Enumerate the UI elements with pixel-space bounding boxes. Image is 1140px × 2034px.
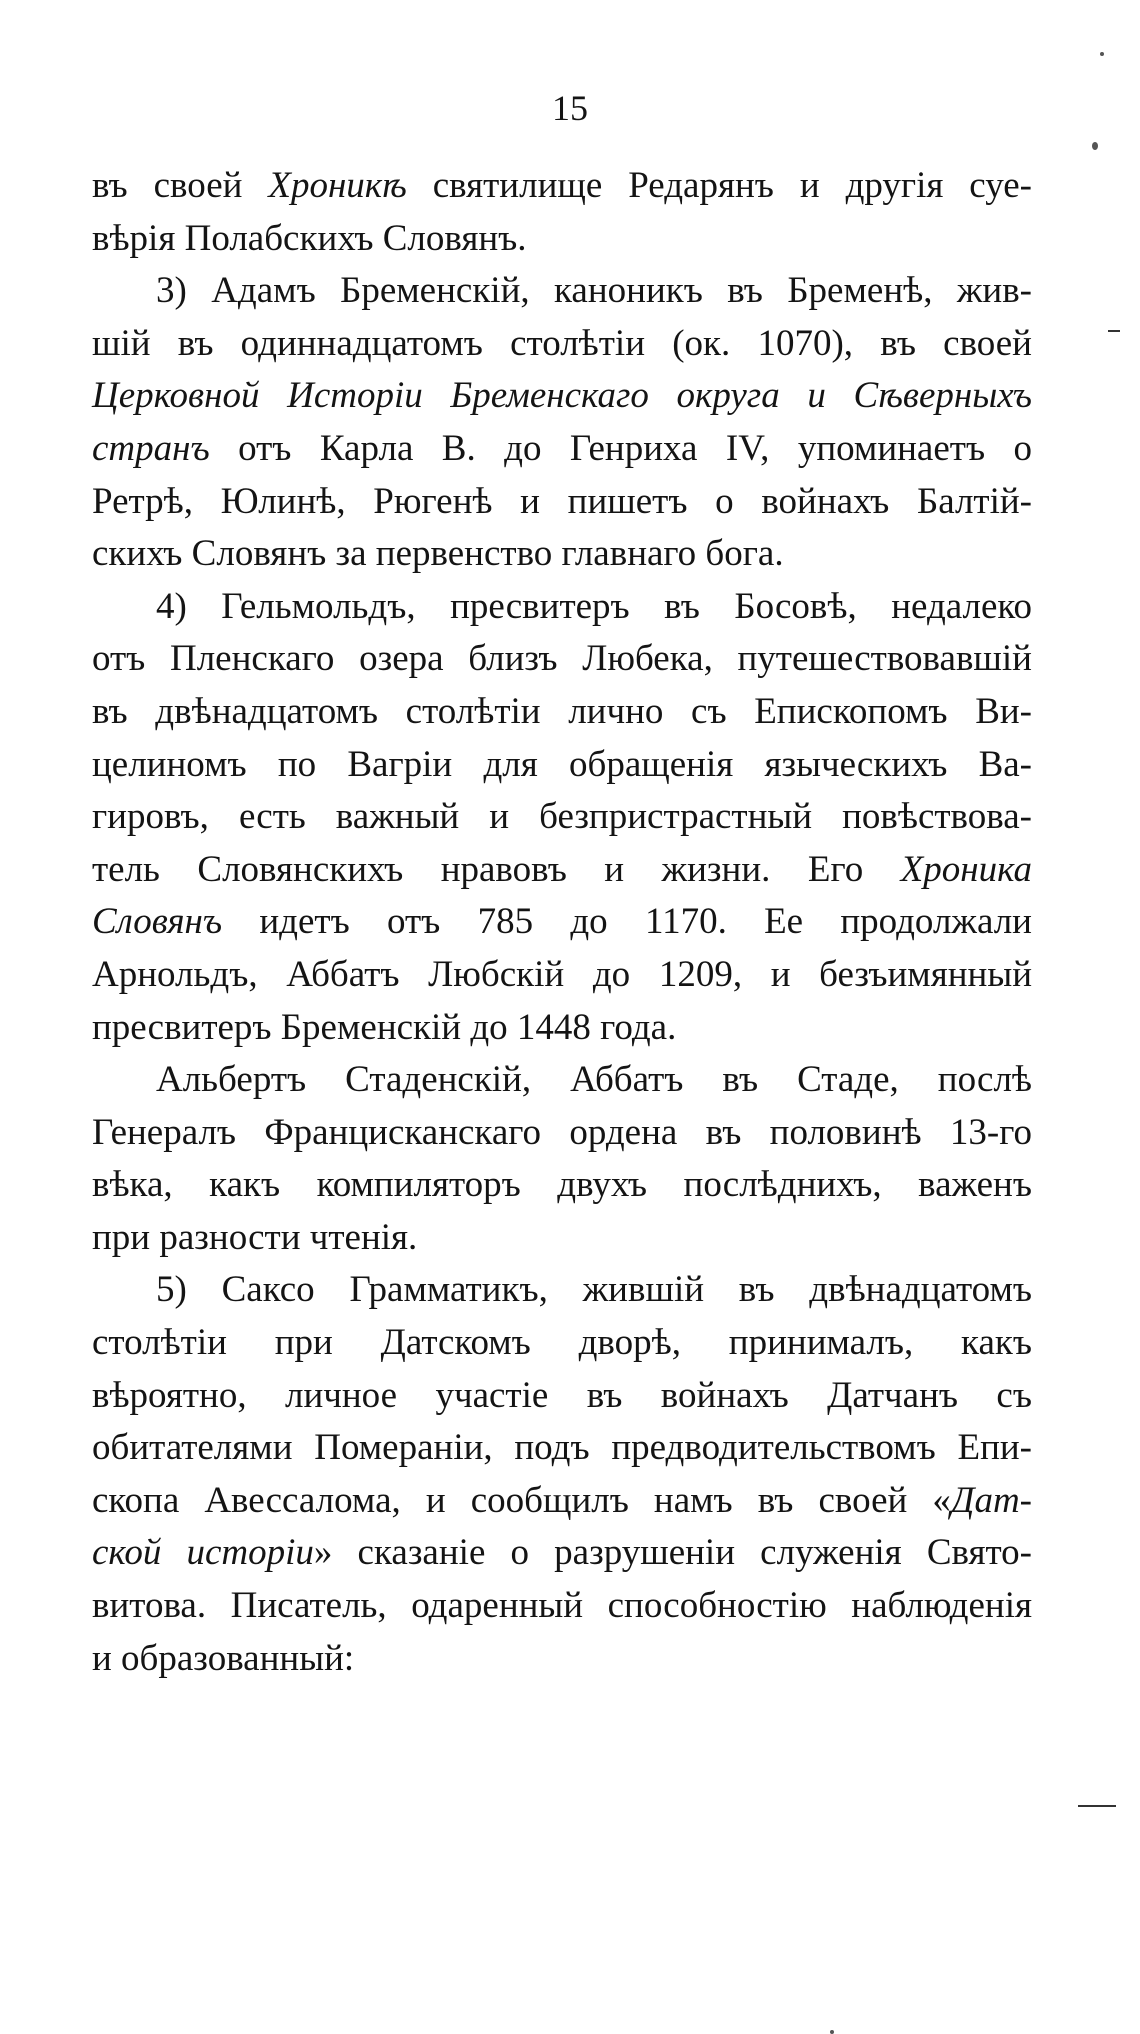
scan-edge-mark bbox=[1108, 330, 1120, 332]
text-segment: въ двѣнадцатомъ столѣтіи лично съ Епископомъ Ви- bbox=[92, 690, 1032, 732]
page-number: 15 bbox=[552, 88, 588, 128]
text-line bbox=[92, 1633, 1032, 1686]
text-line bbox=[92, 581, 1032, 634]
text-segment: Генералъ Францисканскаго ордена въ половинѣ 13-го bbox=[92, 1111, 1032, 1153]
text-line bbox=[92, 896, 1032, 949]
text-line bbox=[92, 370, 1032, 423]
text-segment: отъ Пленскаго озера близъ Любека, путешествовавшій bbox=[92, 638, 1032, 680]
italic-text-segment: Хроника bbox=[900, 848, 1032, 890]
text-segment: Альбертъ Стаденскій, Аббатъ въ Стаде, послѣ bbox=[156, 1059, 1032, 1101]
text-line bbox=[92, 213, 1032, 266]
text-segment: при разности чтенія. bbox=[92, 1216, 418, 1258]
text-segment: вѣка, какъ компиляторъ двухъ послѣднихъ, важенъ bbox=[92, 1164, 1032, 1206]
italic-text-segment: Словянъ bbox=[92, 901, 223, 943]
text-segment: скихъ Словянъ за первенство главнаго бога. bbox=[92, 533, 784, 575]
text-line bbox=[92, 1264, 1032, 1317]
scan-edge-mark bbox=[1078, 1805, 1116, 1807]
text-segment: » сказаніе о разрушеніи служенія Свято- bbox=[313, 1532, 1032, 1574]
text-line bbox=[92, 686, 1032, 739]
scan-speck bbox=[1092, 142, 1098, 150]
text-line bbox=[92, 1527, 1032, 1580]
italic-text-segment: Хроникѣ bbox=[268, 165, 407, 206]
text-segment: 3) Адамъ Бременскій, каноникъ въ Бременѣ, жив- bbox=[156, 270, 1032, 312]
text-line bbox=[92, 1317, 1032, 1370]
text-line bbox=[92, 423, 1032, 476]
text-line bbox=[92, 1475, 1032, 1528]
italic-text-segment: странъ bbox=[92, 427, 210, 469]
text-line bbox=[92, 318, 1032, 371]
text-line bbox=[92, 949, 1032, 1002]
text-segment: шій въ одиннадцатомъ столѣтіи (ок. 1070), въ своей bbox=[92, 322, 1032, 364]
text-line bbox=[92, 528, 1032, 581]
text-line bbox=[92, 1159, 1032, 1212]
text-segment: вѣрія Полабскихъ Словянъ. bbox=[92, 217, 527, 259]
text-segment: скопа Авессалома, и сообщилъ намъ въ своей « bbox=[92, 1479, 951, 1521]
text-line bbox=[92, 1212, 1032, 1265]
scan-speck bbox=[1100, 52, 1104, 56]
text-segment: целиномъ по Вагріи для обращенія языческихъ Ва- bbox=[92, 743, 1032, 785]
text-segment: отъ Карла В. до Генриха IV, упоминаетъ о bbox=[209, 427, 1032, 469]
text-segment: тель Словянскихъ нравовъ и жизни. Его bbox=[92, 848, 901, 890]
text-line bbox=[92, 844, 1032, 897]
text-line bbox=[92, 265, 1032, 318]
text-segment: 5) Саксо Грамматикъ, жившій въ двѣнадцатомъ bbox=[156, 1269, 1032, 1311]
italic-text-segment: Дат- bbox=[950, 1479, 1032, 1521]
text-segment: столѣтіи при Датскомъ дворѣ, принималъ, какъ bbox=[92, 1322, 1032, 1364]
italic-text-segment: Церковной Исторіи Бременскаго округа и Сѣверныхъ bbox=[92, 375, 1032, 417]
italic-text-segment: ской исторіи bbox=[92, 1532, 314, 1574]
text-segment: обитателями Помераніи, подъ предводительствомъ Епи- bbox=[92, 1427, 1032, 1469]
body-text bbox=[92, 160, 1032, 1685]
scan-speck bbox=[830, 2030, 834, 2034]
text-line bbox=[92, 1580, 1032, 1633]
text-line bbox=[92, 476, 1032, 529]
text-line bbox=[92, 1370, 1032, 1423]
text-segment: святилище Редарянъ и другія суе- bbox=[406, 165, 1032, 206]
text-segment: гировъ, есть важный и безпристрастный повѣствова- bbox=[92, 796, 1032, 838]
text-segment: вѣроятно, личное участіе въ войнахъ Датчанъ съ bbox=[92, 1374, 1032, 1416]
text-segment: 4) Гельмольдъ, пресвитеръ въ Босовѣ, недалеко bbox=[156, 585, 1032, 627]
text-line bbox=[92, 791, 1032, 844]
text-line bbox=[92, 739, 1032, 792]
text-segment: идетъ отъ 785 до 1170. Ее продолжали bbox=[222, 901, 1032, 943]
text-line bbox=[92, 160, 1032, 213]
text-line bbox=[92, 1422, 1032, 1475]
text-segment: и образованный: bbox=[92, 1637, 355, 1679]
text-segment: Ретрѣ, Юлинѣ, Рюгенѣ и пишетъ о войнахъ Балтій- bbox=[92, 480, 1032, 522]
text-line bbox=[92, 1107, 1032, 1160]
text-segment: витова. Писатель, одаренный способностію наблюденія bbox=[92, 1585, 1032, 1627]
text-line bbox=[92, 633, 1032, 686]
text-line bbox=[92, 1054, 1032, 1107]
text-line bbox=[92, 1002, 1032, 1055]
text-segment: Арнольдъ, Аббатъ Любскій до 1209, и безъимянный bbox=[92, 953, 1032, 995]
text-segment: въ своей bbox=[92, 165, 269, 206]
text-segment: пресвитеръ Бременскій до 1448 года. bbox=[92, 1006, 677, 1048]
